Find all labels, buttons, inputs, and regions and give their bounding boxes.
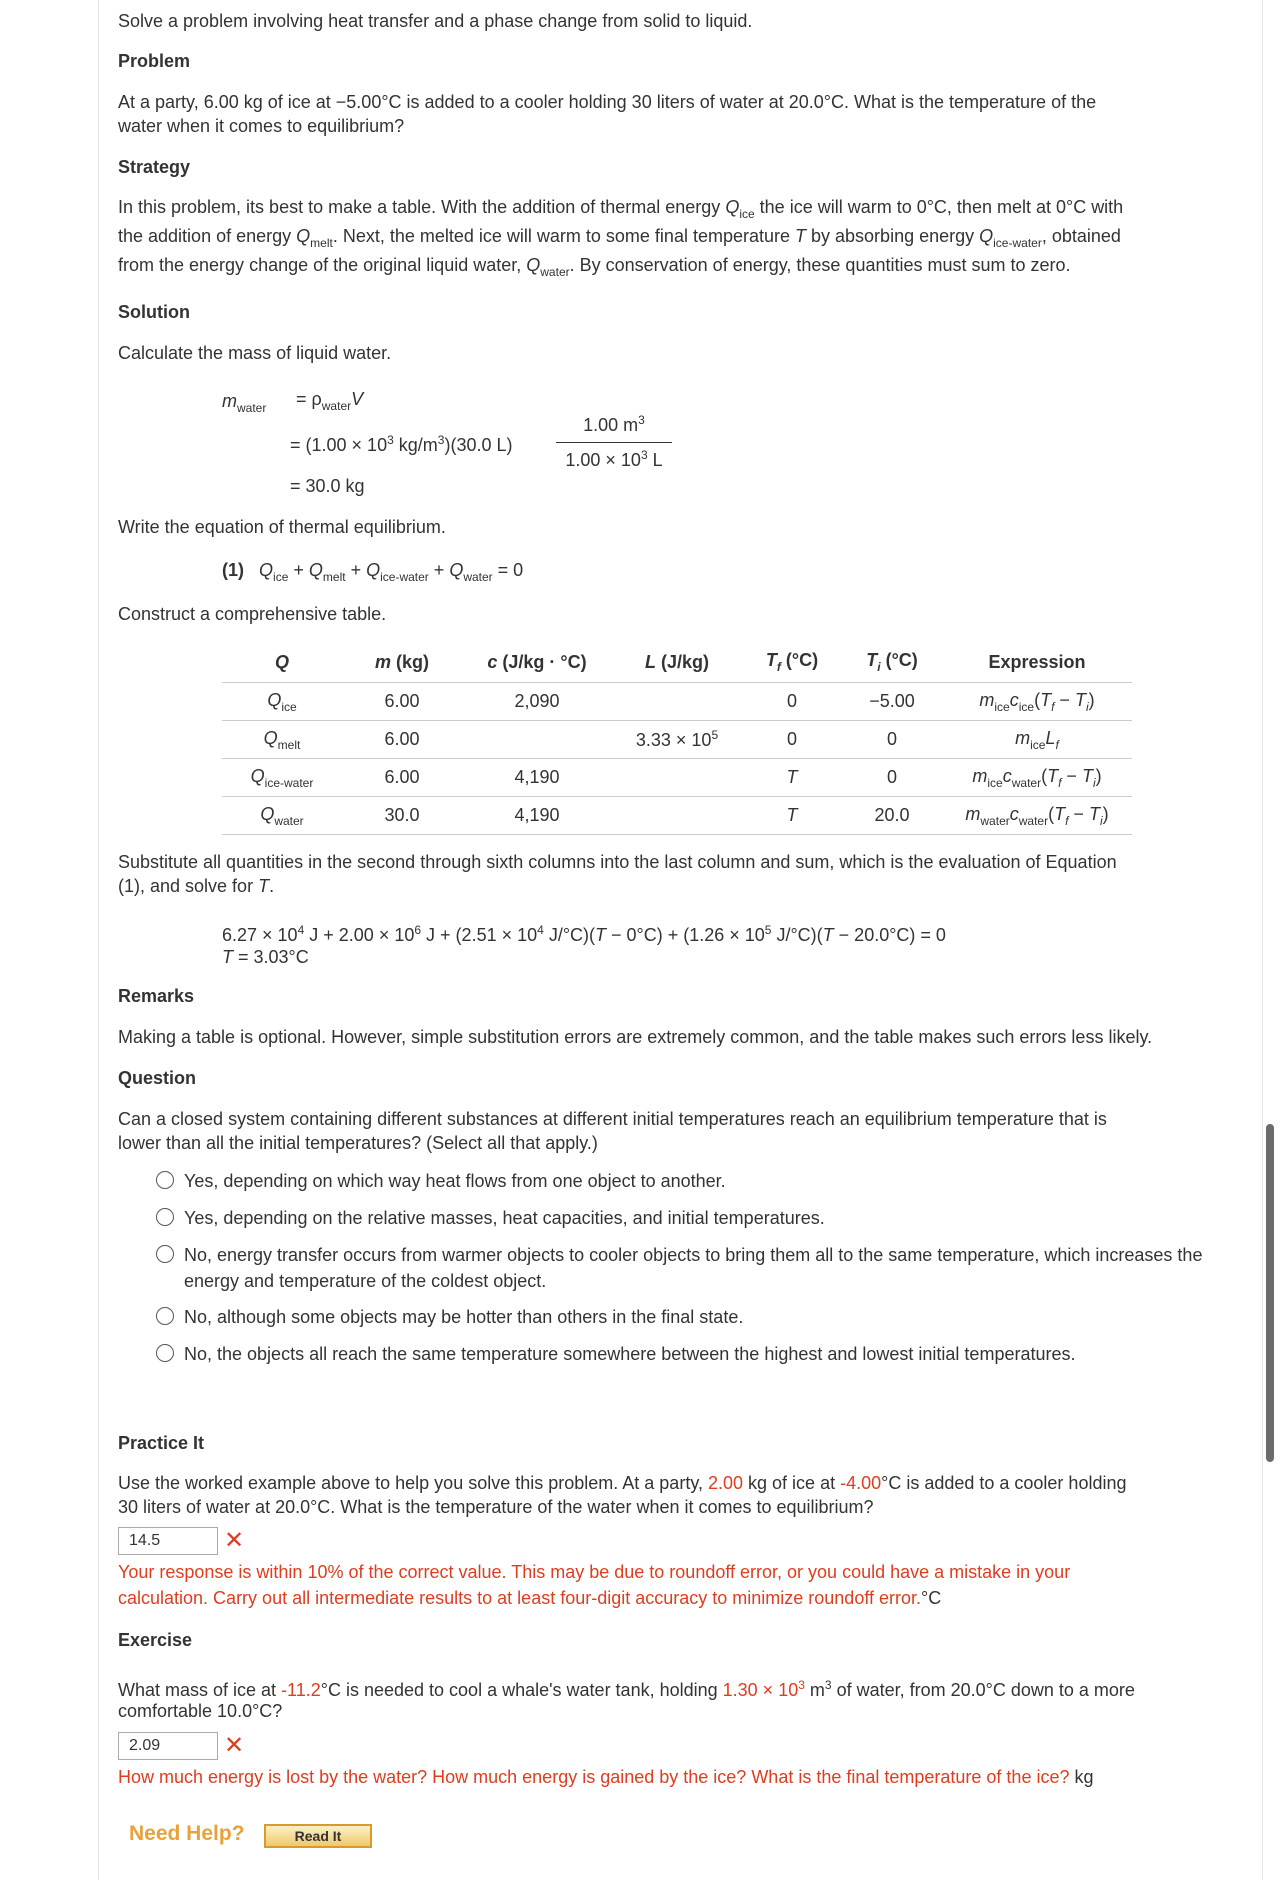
mass-equation-lhs: $m_{water}$ <box>222 391 267 415</box>
cell-c: 4,190 <box>462 797 612 835</box>
cell-m: 6.00 <box>342 683 462 721</box>
solution-step2: Write the equation of thermal equilibrium. <box>118 517 446 537</box>
radio-icon[interactable] <box>156 1344 174 1362</box>
strategy-heading: Strategy <box>118 157 191 177</box>
remarks-heading: Remarks <box>118 986 195 1006</box>
cell-tf: 0 <box>742 721 842 759</box>
cell-expression: $m_{ice}c_{ice}(T_f - T_i)$ <box>942 683 1132 721</box>
exercise-hint: How much energy is lost by the water? How much energy is gained by the ice? What is the final temperature of the ice? kg <box>118 1767 1094 1787</box>
read-it-button[interactable]: Read It <box>264 1824 372 1848</box>
radio-icon[interactable] <box>156 1171 174 1189</box>
practice-heading: Practice It <box>118 1433 205 1453</box>
question-line2: lower than all the initial temperatures? (Select all that apply.) <box>118 1133 598 1153</box>
intro-text: Solve a problem involving heat transfer and a phase change from solid to liquid. <box>118 11 753 31</box>
cell-m: 30.0 <box>342 797 462 835</box>
cell-l: $3.33 \times 10^5$ <box>612 721 742 759</box>
option-4[interactable] <box>156 1304 1206 1330</box>
final-result: T = 3.03°C <box>222 947 309 967</box>
cell-c: 4,190 <box>462 759 612 797</box>
option-2[interactable] <box>156 1205 1206 1231</box>
right-border <box>1262 0 1263 1880</box>
cell-ti: 0 <box>842 759 942 797</box>
column-header-ti: $T_i$ (°C) <box>842 642 942 683</box>
solution-step3: Construct a comprehensive table. <box>118 604 387 624</box>
table-row <box>222 797 1132 835</box>
option-1[interactable] <box>156 1168 1206 1194</box>
cell-expression: $m_{water}c_{water}(T_f - T_i)$ <box>942 797 1132 835</box>
option-5[interactable] <box>156 1341 1206 1367</box>
mass-equation-line2: = ($1.00 \times 10^3$ $kg/m^3)(30.0$ L) <box>290 433 513 455</box>
option-label[interactable]: Yes, depending on which way heat flows from one object to another. <box>184 1171 726 1191</box>
comprehensive-table <box>222 642 1132 835</box>
cell-l <box>612 759 742 797</box>
strategy-line1: In this problem, its best to make a table. With the addition of thermal energy $Q_{ice}$ the ice will warm to 0°C, then melt at 0°C with <box>118 197 1124 221</box>
exercise-unit: kg <box>1069 1767 1094 1787</box>
left-border <box>98 0 99 1880</box>
cell-q: $Q_{ice}$ <box>222 683 342 721</box>
cell-ti: −5.00 <box>842 683 942 721</box>
fraction-bar <box>556 442 672 443</box>
table-row <box>222 683 1132 721</box>
column-header-tf: $T_f$ (°C) <box>742 642 842 683</box>
strategy-line3: from the energy change of the original liquid water, $Q_{water}$. By conservation of energy, these quantities must sum to zero. <box>118 255 1071 279</box>
cell-l <box>612 797 742 835</box>
table-row <box>222 759 1132 797</box>
x-icon: ✕ <box>224 1527 245 1554</box>
cell-m: 6.00 <box>342 759 462 797</box>
option-label[interactable]: No, the objects all reach the same temperature somewhere between the highest and lowest initial temperatures. <box>184 1344 1076 1364</box>
column-header-l: L (J/kg) <box>612 642 742 683</box>
cell-c: 2,090 <box>462 683 612 721</box>
table-header-row <box>222 642 1132 683</box>
question-heading: Question <box>118 1068 197 1088</box>
fraction-denominator: $1.00 \times 10^3$ L <box>565 448 663 470</box>
mass-equation-rhs: = $\rho_{water}V$ <box>296 389 364 413</box>
table-row <box>222 721 1132 759</box>
problem-heading: Problem <box>118 51 191 71</box>
need-help-label: Need Help? <box>129 1822 245 1845</box>
solution-step4-line1: Substitute all quantities in the second through sixth columns into the last column and sum, which is the evaluation of Equation <box>118 852 1117 872</box>
mass-equation-line3: = 30.0 kg <box>290 476 365 496</box>
radio-icon[interactable] <box>156 1307 174 1325</box>
final-equation: $6.27 \times 10^4$ $J + 2.00 \times 10^6$ $J + (2.51 \times 10^4$ $J/^\circ C)(T - 0^\circ C) + (1.26 \times 10^5$ J/°C)(T − 20.0°C) = 0 <box>222 923 946 945</box>
cell-q: $Q_{ice-water}$ <box>222 759 342 797</box>
fraction-numerator: 1.00 $m^3$ <box>583 413 645 435</box>
cell-tf: 0 <box>742 683 842 721</box>
solution-heading: Solution <box>118 302 190 322</box>
cell-ti: 0 <box>842 721 942 759</box>
radio-icon[interactable] <box>156 1245 174 1263</box>
problem-line2: water when it comes to equilibrium? <box>118 116 405 136</box>
option-label[interactable]: No, energy transfer occurs from warmer objects to cooler objects to bring them all to the same temperature, which increases the energy and temperature of the coldest object. <box>184 1245 1203 1291</box>
column-header-q: Q <box>222 642 342 683</box>
scrollbar[interactable] <box>1266 1124 1274 1462</box>
cell-m: 6.00 <box>342 721 462 759</box>
exercise-line2: comfortable 10.0°C? <box>118 1701 283 1721</box>
question-line1: Can a closed system containing different substances at different initial temperatures reach an equilibrium temperature that is <box>118 1109 1107 1129</box>
cell-ti: 20.0 <box>842 797 942 835</box>
cell-expression: $m_{ice}c_{water}(T_f - T_i)$ <box>942 759 1132 797</box>
column-header-m: m (kg) <box>342 642 462 683</box>
practice-line2: 30 liters of water at 20.0°C. What is the temperature of the water when it comes to equilibrium? <box>118 1497 874 1517</box>
exercise-answer-input[interactable]: 2.09 <box>118 1732 218 1760</box>
column-header-c: c (J/kg · °C) <box>462 642 612 683</box>
cell-q: $Q_{melt}$ <box>222 721 342 759</box>
equilibrium-equation: (1) $Q_{ice} + Q_{melt} + Q_{ice-water} + Q_{water} = 0$ <box>222 560 524 584</box>
practice-line1: Use the worked example above to help you solve this problem. At a party, 2.00 kg of ice at -4.00°C is added to a cooler holding <box>118 1473 1127 1493</box>
option-label[interactable]: Yes, depending on the relative masses, heat capacities, and initial temperatures. <box>184 1208 825 1228</box>
cell-l <box>612 683 742 721</box>
cell-c <box>462 721 612 759</box>
cell-q: $Q_{water}$ <box>222 797 342 835</box>
practice-feedback-line2: calculation. Carry out all intermediate results to at least four-digit accuracy to minimize roundoff error.°C <box>118 1588 942 1608</box>
strategy-line2: the addition of energy $Q_{melt}$. Next, the melted ice will warm to some final temperature T by absorbing energy $Q_{ice-water}$, obtained <box>118 226 1121 250</box>
x-icon: ✕ <box>224 1732 245 1759</box>
solution-step1: Calculate the mass of liquid water. <box>118 343 392 363</box>
radio-icon[interactable] <box>156 1208 174 1226</box>
practice-unit: °C <box>921 1588 942 1608</box>
practice-feedback-line1: Your response is within 10% of the correct value. This may be due to roundoff error, or you could have a mistake in your <box>118 1562 1071 1582</box>
solution-step4-line2: (1), and solve for T. <box>118 876 275 896</box>
problem-line1: At a party, 6.00 kg of ice at −5.00°C is added to a cooler holding 30 liters of water at 20.0°C. What is the temperature of the <box>118 92 1097 112</box>
practice-answer-input[interactable]: 14.5 <box>118 1527 218 1555</box>
cell-tf: T <box>742 759 842 797</box>
option-label[interactable]: No, although some objects may be hotter than others in the final state. <box>184 1307 744 1327</box>
option-3[interactable] <box>156 1242 1206 1294</box>
cell-tf: T <box>742 797 842 835</box>
cell-expression: $m_{ice}L_f$ <box>942 721 1132 759</box>
remarks-text: Making a table is optional. However, simple substitution errors are extremely common, and the table makes such errors less likely. <box>118 1027 1153 1047</box>
exercise-heading: Exercise <box>118 1630 193 1650</box>
exercise-line1: What mass of ice at -11.2°C is needed to cool a whale's water tank, holding $1.30 \times 10^3$ $m^3$ of water, from 20.0°C down to a more <box>118 1678 1135 1700</box>
column-header-expression: Expression <box>942 642 1132 683</box>
